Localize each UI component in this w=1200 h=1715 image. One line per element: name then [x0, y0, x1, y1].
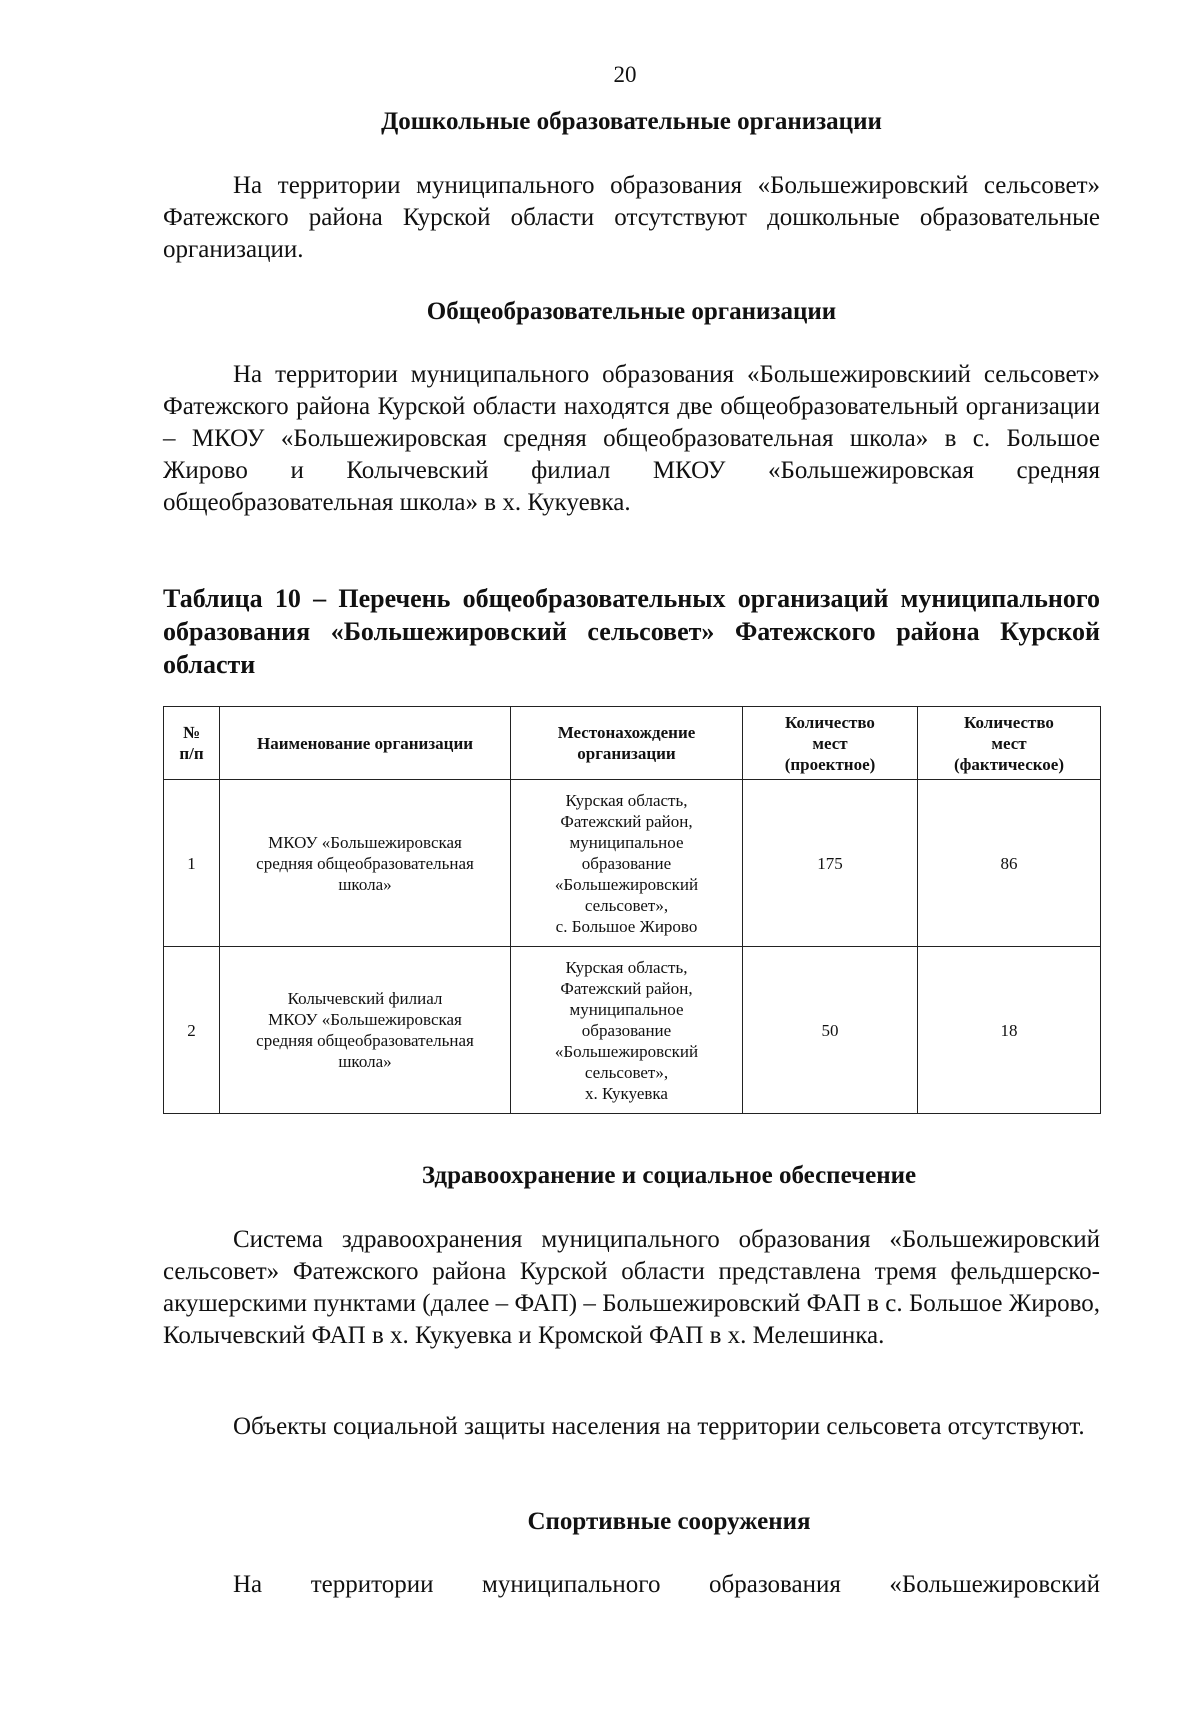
table-caption: Таблица 10 – Перечень общеобразовательных организаций муниципального образования «Большежировский сельсовет» Фатежского района Курской области	[163, 584, 1100, 679]
heading-sports: Спортивные сооружения	[527, 1508, 811, 1535]
cell-num: 1	[164, 780, 220, 947]
paragraph-sports-text: На территории муниципального образования «Большежировский	[233, 1571, 1100, 1598]
paragraph-health-text-2: Объекты социальной защиты населения на территории сельсовета отсутствуют.	[233, 1413, 1085, 1440]
paragraph-health	[163, 1224, 1100, 1352]
schools-table	[163, 706, 1101, 1114]
header-location: Местонахождение организации	[511, 707, 743, 780]
header-name: Наименование организации	[220, 707, 511, 780]
page-number: 20	[613, 62, 637, 87]
table-header-row	[164, 707, 1101, 780]
paragraph-preschool-text: На территории муниципального образования «Большежировский сельсовет» Фатежского района Курской области отсутствуют дошкольные образовательные организации.	[163, 172, 1100, 263]
cell-design-capacity: 50	[743, 947, 918, 1114]
paragraph-sports	[163, 1569, 1100, 1601]
table-row	[164, 780, 1101, 947]
paragraph-general-education-text: На территории муниципального образования «Большежировскиий сельсовет» Фатежского района Курской области находятся две общеобразовательный организации – МКОУ «Большежировская средняя общеобразовательная школа» в с. Большое Жирово и Колычевский филиал МКОУ «Большежировская средняя общеобразовательная школа» в х. Кукуевка.	[163, 361, 1100, 516]
cell-name: МКОУ «Большежировская средняя общеобразовательная школа»	[220, 780, 511, 947]
table-row	[164, 947, 1101, 1114]
header-design-capacity: Количество мест (проектное)	[743, 707, 918, 780]
cell-actual-capacity: 18	[918, 947, 1101, 1114]
paragraph-preschool	[163, 170, 1100, 266]
cell-name: Колычевский филиал МКОУ «Большежировская средняя общеобразовательная школа»	[220, 947, 511, 1114]
cell-location: Курская область, Фатежский район, муниципальное образование «Большежировский сельсовет», х. Кукуевка	[511, 947, 743, 1114]
cell-num: 2	[164, 947, 220, 1114]
heading-health: Здравоохранение и социальное обеспечение	[421, 1162, 917, 1189]
paragraph-social	[163, 1411, 1100, 1443]
heading-general-education: Общеобразовательные организации	[426, 298, 837, 325]
cell-location: Курская область, Фатежский район, муниципальное образование «Большежировский сельсовет», с. Большое Жирово	[511, 780, 743, 947]
heading-preschool: Дошкольные образовательные организации	[381, 108, 882, 135]
header-actual-capacity: Количество мест (фактическое)	[918, 707, 1101, 780]
paragraph-health-text-1: Система здравоохранения муниципального образования «Большежировский сельсовет» Фатежского района Курской области представлена тремя фельдшерско-акушерскими пунктами (далее – ФАП) – Большежировский ФАП в с. Большое Жирово, Колычевский ФАП в х. Кукуевка и Кромской ФАП в х. Мелешинка.	[163, 1226, 1100, 1349]
cell-design-capacity: 175	[743, 780, 918, 947]
header-num: № п/п	[164, 707, 220, 780]
cell-actual-capacity: 86	[918, 780, 1101, 947]
paragraph-general-education	[163, 359, 1100, 519]
